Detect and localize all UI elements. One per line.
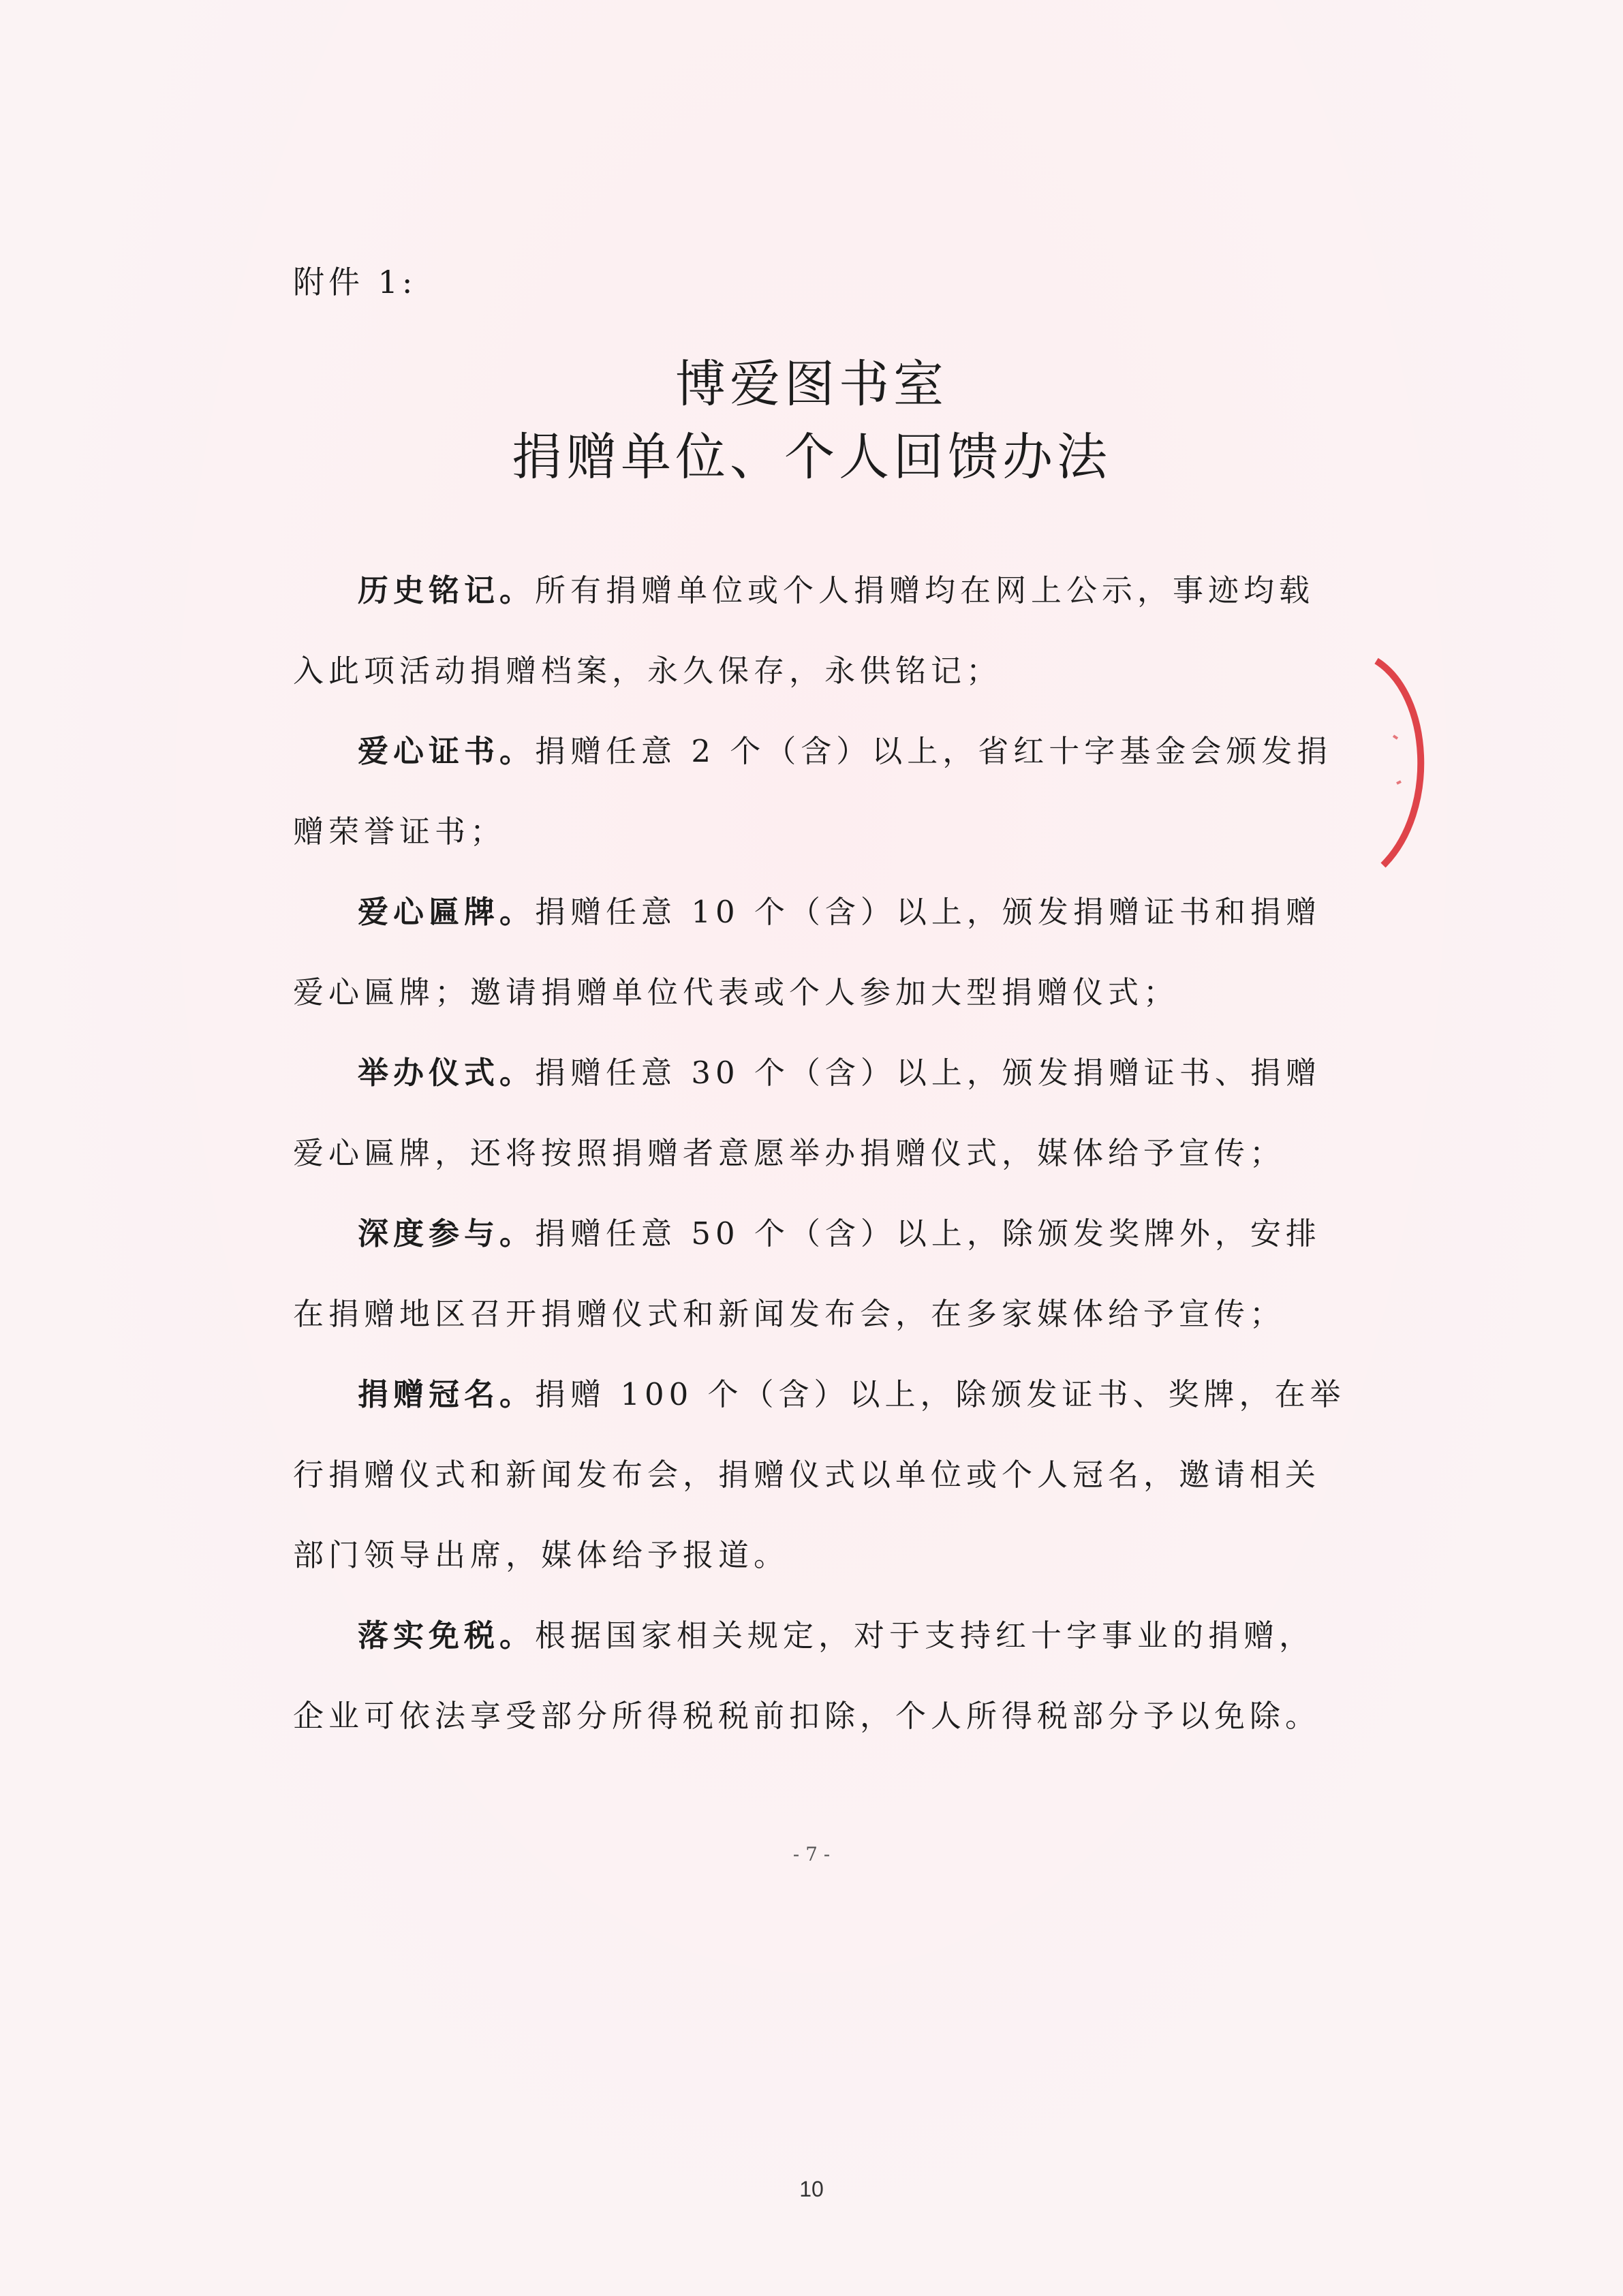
title-line-1: 博爱图书室 <box>675 355 948 414</box>
paragraph-7-line-2: 企业可依法享受部分所得税税前扣除，个人所得税部分予以免除。 <box>293 1698 1321 1734</box>
paragraph-1-line-1: 历史铭记。所有捐赠单位或个人捐赠均在网上公示，事迹均载 <box>358 572 1315 608</box>
paragraph-5-line-1: 深度参与。捐赠任意 50 个（含）以上，除颁发奖牌外，安排 <box>358 1215 1321 1252</box>
page-number: 10 <box>799 2177 824 2201</box>
paragraph-3-line-1: 爱心匾牌。捐赠任意 10 个（含）以上，颁发捐赠证书和捐赠 <box>358 894 1321 930</box>
seal-stamp-icon <box>1356 654 1451 872</box>
attachment-label: 附件 1: <box>293 264 417 300</box>
paragraph-2-line-1: 爱心证书。捐赠任意 2 个（含）以上，省红十字基金会颁发捐 <box>358 733 1333 769</box>
paragraph-6-line-1: 捐赠冠名。捐赠 100 个（含）以上，除颁发证书、奖牌，在举 <box>358 1376 1346 1412</box>
paragraph-1-line-2: 入此项活动捐赠档案，永久保存，永供铭记； <box>293 653 1002 689</box>
paragraph-5-line-2: 在捐赠地区召开捐赠仪式和新闻发布会，在多家媒体给予宣传； <box>293 1296 1286 1332</box>
paragraph-3-line-2: 爱心匾牌；邀请捐赠单位代表或个人参加大型捐赠仪式； <box>293 974 1179 1010</box>
document-body <box>293 550 1346 1756</box>
title-line-2: 捐赠单位、个人回馈办法 <box>512 428 1111 486</box>
paragraph-7-line-1: 落实免税。根据国家相关规定，对于支持红十字事业的捐赠， <box>358 1617 1315 1654</box>
paragraph-2-line-2: 赠荣誉证书； <box>293 813 506 850</box>
paragraph-4-line-1: 举办仪式。捐赠任意 30 个（含）以上，颁发捐赠证书、捐赠 <box>358 1055 1321 1091</box>
inner-page-number: - 7 - <box>792 1843 831 1865</box>
paragraph-6-line-3: 部门领导出席，媒体给予报道。 <box>293 1537 790 1573</box>
paragraph-4-line-2: 爱心匾牌，还将按照捐赠者意愿举办捐赠仪式，媒体给予宣传； <box>293 1135 1286 1171</box>
paragraph-6-line-2: 行捐赠仪式和新闻发布会，捐赠仪式以单位或个人冠名，邀请相关 <box>293 1457 1321 1493</box>
